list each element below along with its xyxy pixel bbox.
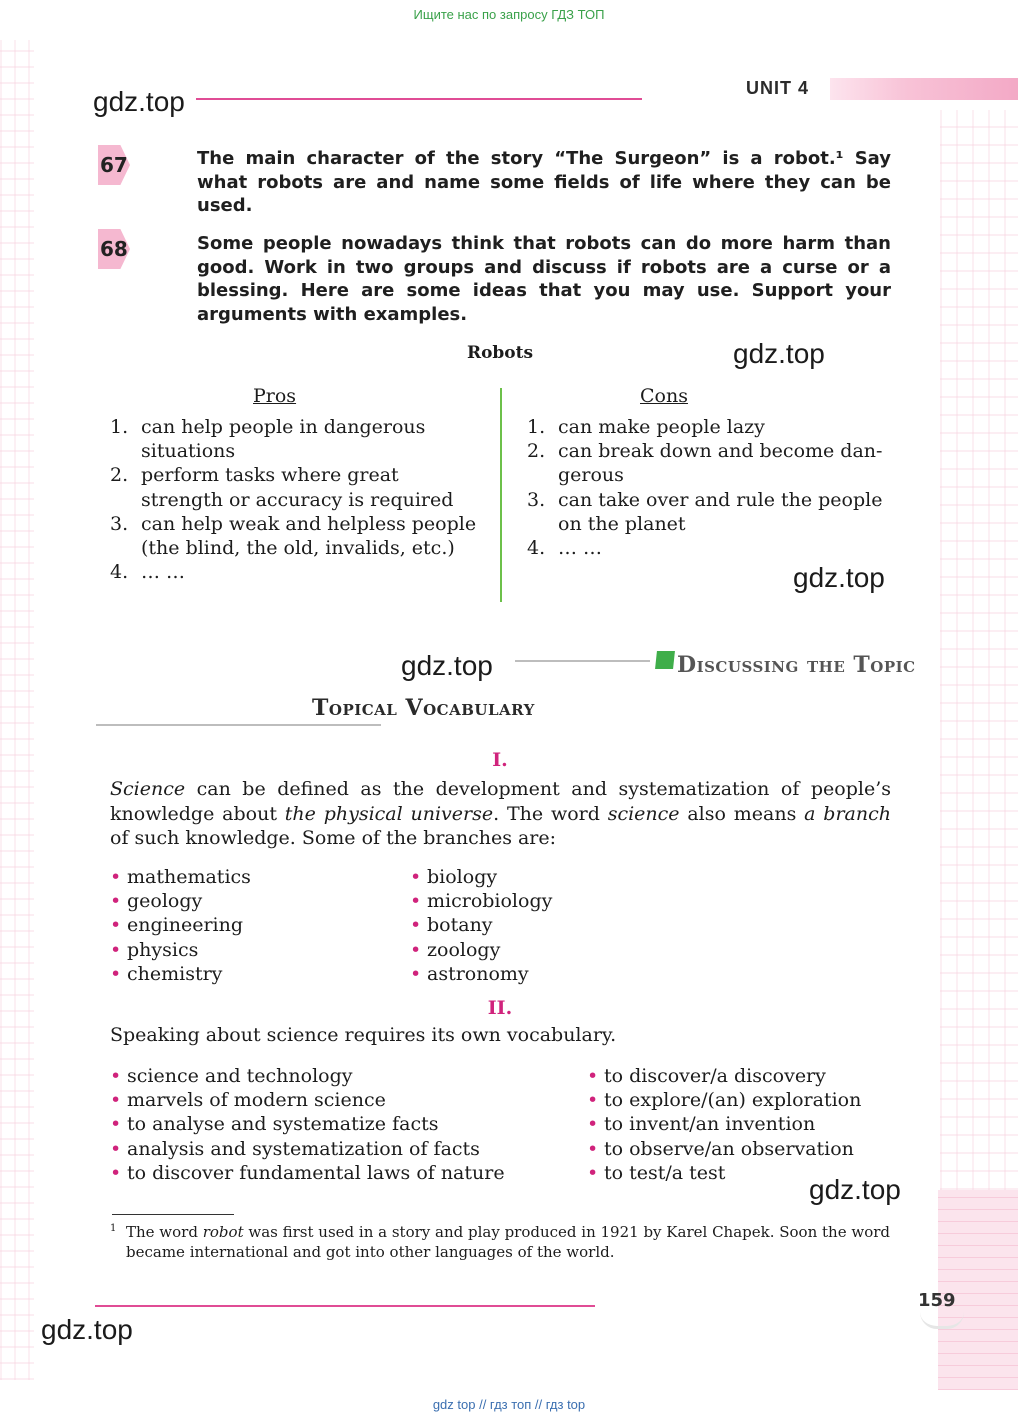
vocabulary-intro: Speaking about science requires its own vocabulary. bbox=[110, 1024, 617, 1046]
list-item: • mathematics bbox=[110, 865, 251, 889]
list-item: 2. can break down and become dangerous bbox=[527, 440, 883, 487]
cons-heading: Cons bbox=[640, 385, 688, 407]
list-item: 4. … … bbox=[110, 561, 186, 584]
vocabulary-right-list bbox=[587, 1064, 861, 1185]
robots-title: Robots bbox=[466, 343, 534, 363]
vocabulary-left-list bbox=[110, 1064, 505, 1185]
list-item: 4. … … bbox=[527, 537, 603, 560]
list-item: • botany bbox=[410, 913, 552, 937]
green-square-icon bbox=[655, 651, 675, 669]
discussing-rule bbox=[515, 660, 650, 662]
bottom-rule bbox=[95, 1305, 595, 1307]
topical-vocabulary-title: Topical Vocabulary bbox=[312, 695, 535, 721]
list-item: • zoology bbox=[410, 938, 552, 962]
list-item: • marvels of modern science bbox=[110, 1088, 505, 1112]
footnote-rule bbox=[112, 1214, 234, 1215]
left-decorative-strip bbox=[0, 40, 34, 1380]
list-item: 3. can help weak and helpless people (the blind, the old, invalids, etc.) bbox=[110, 512, 477, 560]
exercise-text: The main character of the story “The Surgeon” is a robot.¹ Say what robots are and name some fields of life where they can be used. bbox=[197, 148, 891, 216]
exercise-text: Some people nowadays think that robots can do more harm than good. Work in two groups and discuss if robots are a curse or a blessing. Here are some ideas that you may use. Support your arguments with examples. bbox=[197, 233, 891, 325]
watermark: gdz.top bbox=[401, 650, 493, 681]
pros-heading: Pros bbox=[253, 385, 297, 407]
cons-list bbox=[527, 415, 889, 560]
list-item: • to discover/a discovery bbox=[587, 1064, 861, 1088]
list-item: 1. can help people in dangerous situations bbox=[110, 416, 426, 463]
pros-list bbox=[110, 415, 478, 584]
discussing-title: Discussing the Topic bbox=[677, 652, 916, 678]
exercise-number: 68 bbox=[100, 229, 134, 269]
footnote-mark: 1 bbox=[110, 1223, 117, 1234]
top-rule bbox=[196, 98, 642, 100]
exercise-number: 67 bbox=[100, 145, 134, 185]
section-numeral: I. bbox=[492, 749, 508, 771]
watermark: gdz.top bbox=[41, 1314, 133, 1345]
list-item: • microbiology bbox=[410, 889, 552, 913]
watermark: gdz.top bbox=[733, 338, 825, 369]
list-item: • physics bbox=[110, 938, 251, 962]
list-item: • science and technology bbox=[110, 1064, 505, 1088]
list-item: • engineering bbox=[110, 913, 251, 937]
right-decorative-strip bbox=[940, 110, 1018, 1190]
list-item: • to analyse and systematize facts bbox=[110, 1112, 505, 1136]
science-definition: Science can be defined as the development and systematization of people’s knowledge about the physical universe. The word science also means a branch of such knowledge. Some of the branches are: bbox=[110, 778, 891, 849]
footnote: 1 The word robot was first used in a story and play produced in 1921 by Karel Chapek. Soon the word became international and got into other languages of the world. bbox=[110, 1222, 890, 1262]
list-item: • biology bbox=[410, 865, 552, 889]
list-item: • chemistry bbox=[110, 962, 251, 986]
watermark: gdz.top bbox=[93, 86, 185, 117]
unit-band bbox=[830, 78, 1018, 100]
list-item: • to invent/an invention bbox=[587, 1112, 861, 1136]
list-item: • to explore/(an) exploration bbox=[587, 1088, 861, 1112]
column-divider bbox=[500, 388, 502, 602]
unit-label: UNIT 4 bbox=[746, 78, 810, 98]
watermark: gdz.top bbox=[809, 1174, 901, 1205]
list-item: 3. can take over and rule the people on the planet bbox=[527, 488, 883, 535]
list-item: 1. can make people lazy bbox=[527, 416, 765, 438]
top-banner[interactable]: Ищите нас по запросу ГДЗ ТОП bbox=[413, 7, 605, 22]
section-numeral: II. bbox=[487, 997, 513, 1019]
list-item: • to discover fundamental laws of nature bbox=[110, 1161, 505, 1185]
list-item: • to observe/an observation bbox=[587, 1137, 861, 1161]
branches-left-list bbox=[110, 865, 251, 986]
list-item: • geology bbox=[110, 889, 251, 913]
branches-right-list bbox=[410, 865, 552, 986]
bottom-banner[interactable]: gdz top // гдз топ // гдз top bbox=[432, 1397, 586, 1412]
list-item: 2. perform tasks where great strength or accuracy is required bbox=[110, 464, 454, 511]
topical-rule bbox=[96, 724, 381, 726]
list-item: • analysis and systematization of facts bbox=[110, 1137, 505, 1161]
watermark: gdz.top bbox=[793, 562, 885, 593]
list-item: • to test/a test bbox=[587, 1161, 861, 1185]
list-item: • astronomy bbox=[410, 962, 552, 986]
page-number: 159 bbox=[918, 1290, 956, 1311]
